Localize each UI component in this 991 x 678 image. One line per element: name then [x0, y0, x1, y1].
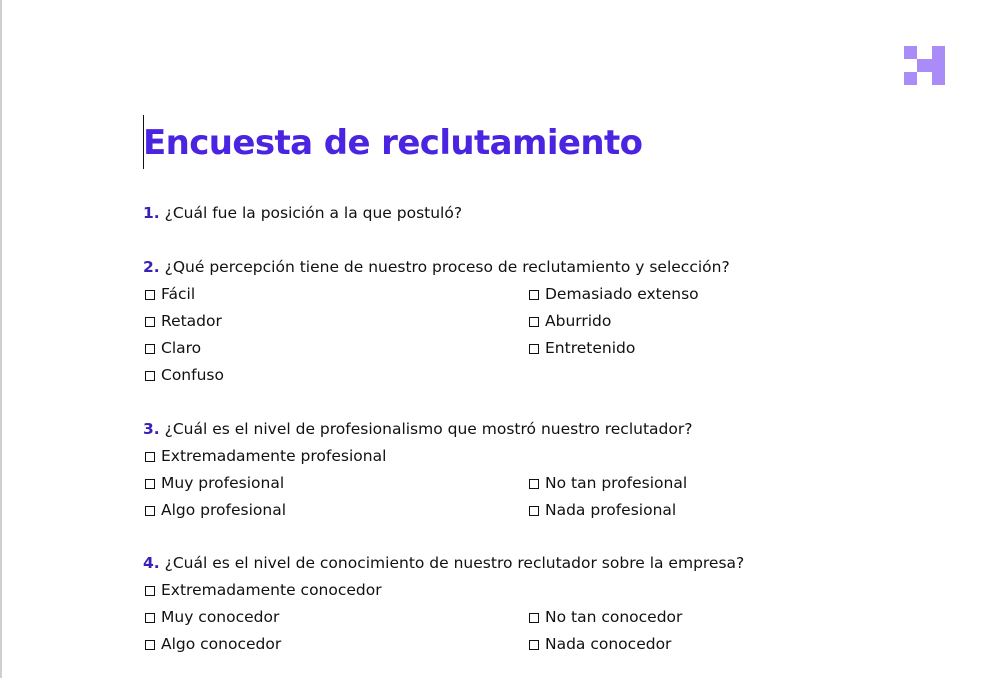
question-text: ¿Cuál es el nivel de conocimiento de nuestro reclutador sobre la empresa?: [164, 554, 745, 572]
checkbox-icon[interactable]: [145, 344, 155, 354]
checkbox-icon[interactable]: [145, 613, 155, 623]
option-label: Fácil: [161, 285, 196, 303]
question-3[interactable]: [143, 418, 692, 440]
option-label: Aburrido: [545, 312, 612, 330]
question-number: 4.: [143, 554, 160, 572]
option-algo-profesional[interactable]: [145, 499, 286, 521]
option-label: Nada conocedor: [545, 635, 672, 653]
question-2[interactable]: [143, 256, 730, 278]
option-label: Extremadamente conocedor: [161, 581, 382, 599]
checkbox-icon[interactable]: [529, 290, 539, 300]
checkbox-icon[interactable]: [529, 506, 539, 516]
checkbox-icon[interactable]: [145, 452, 155, 462]
question-number: 3.: [143, 420, 160, 438]
option-algo-conocedor[interactable]: [145, 633, 281, 655]
checkbox-icon[interactable]: [529, 317, 539, 327]
option-muy-conocedor[interactable]: [145, 606, 279, 628]
question-number: 2.: [143, 258, 160, 276]
question-4[interactable]: [143, 552, 744, 574]
checkbox-icon[interactable]: [145, 479, 155, 489]
brand-logo-icon: [904, 46, 945, 85]
option-facil[interactable]: [145, 283, 195, 305]
option-confuso[interactable]: [145, 364, 224, 386]
option-extremadamente-profesional[interactable]: [145, 445, 386, 467]
option-label: No tan conocedor: [545, 608, 683, 626]
option-no-tan-conocedor[interactable]: [529, 606, 682, 628]
option-label: Entretenido: [545, 339, 636, 357]
option-aburrido[interactable]: [529, 310, 611, 332]
option-nada-profesional[interactable]: [529, 499, 676, 521]
question-text: ¿Qué percepción tiene de nuestro proceso de reclutamiento y selección?: [164, 258, 730, 276]
option-label: Nada profesional: [545, 501, 677, 519]
question-text: ¿Cuál es el nivel de profesionalismo que mostró nuestro reclutador?: [164, 420, 693, 438]
page-left-border: [0, 0, 2, 678]
checkbox-icon[interactable]: [145, 640, 155, 650]
option-label: Retador: [161, 312, 222, 330]
option-entretenido[interactable]: [529, 337, 635, 359]
checkbox-icon[interactable]: [145, 506, 155, 516]
option-label: Algo profesional: [161, 501, 286, 519]
checkbox-icon[interactable]: [145, 290, 155, 300]
option-label: Muy conocedor: [161, 608, 280, 626]
option-label: Muy profesional: [161, 474, 285, 492]
checkbox-icon[interactable]: [145, 317, 155, 327]
option-label: Algo conocedor: [161, 635, 282, 653]
option-claro[interactable]: [145, 337, 201, 359]
question-1[interactable]: [143, 202, 462, 224]
option-label: Demasiado extenso: [545, 285, 699, 303]
checkbox-icon[interactable]: [529, 344, 539, 354]
checkbox-icon[interactable]: [145, 371, 155, 381]
checkbox-icon[interactable]: [529, 613, 539, 623]
checkbox-icon[interactable]: [529, 640, 539, 650]
option-nada-conocedor[interactable]: [529, 633, 671, 655]
checkbox-icon[interactable]: [529, 479, 539, 489]
document-title[interactable]: Encuesta de reclutamiento: [143, 123, 643, 163]
option-label: No tan profesional: [545, 474, 688, 492]
option-demasiado-extenso[interactable]: [529, 283, 699, 305]
option-label: Extremadamente profesional: [161, 447, 387, 465]
option-label: Claro: [161, 339, 202, 357]
question-number: 1.: [143, 204, 160, 222]
checkbox-icon[interactable]: [145, 586, 155, 596]
option-extremadamente-conocedor[interactable]: [145, 579, 382, 601]
question-text: ¿Cuál fue la posición a la que postuló?: [164, 204, 463, 222]
option-no-tan-profesional[interactable]: [529, 472, 687, 494]
option-label: Confuso: [161, 366, 224, 384]
option-muy-profesional[interactable]: [145, 472, 284, 494]
option-retador[interactable]: [145, 310, 222, 332]
